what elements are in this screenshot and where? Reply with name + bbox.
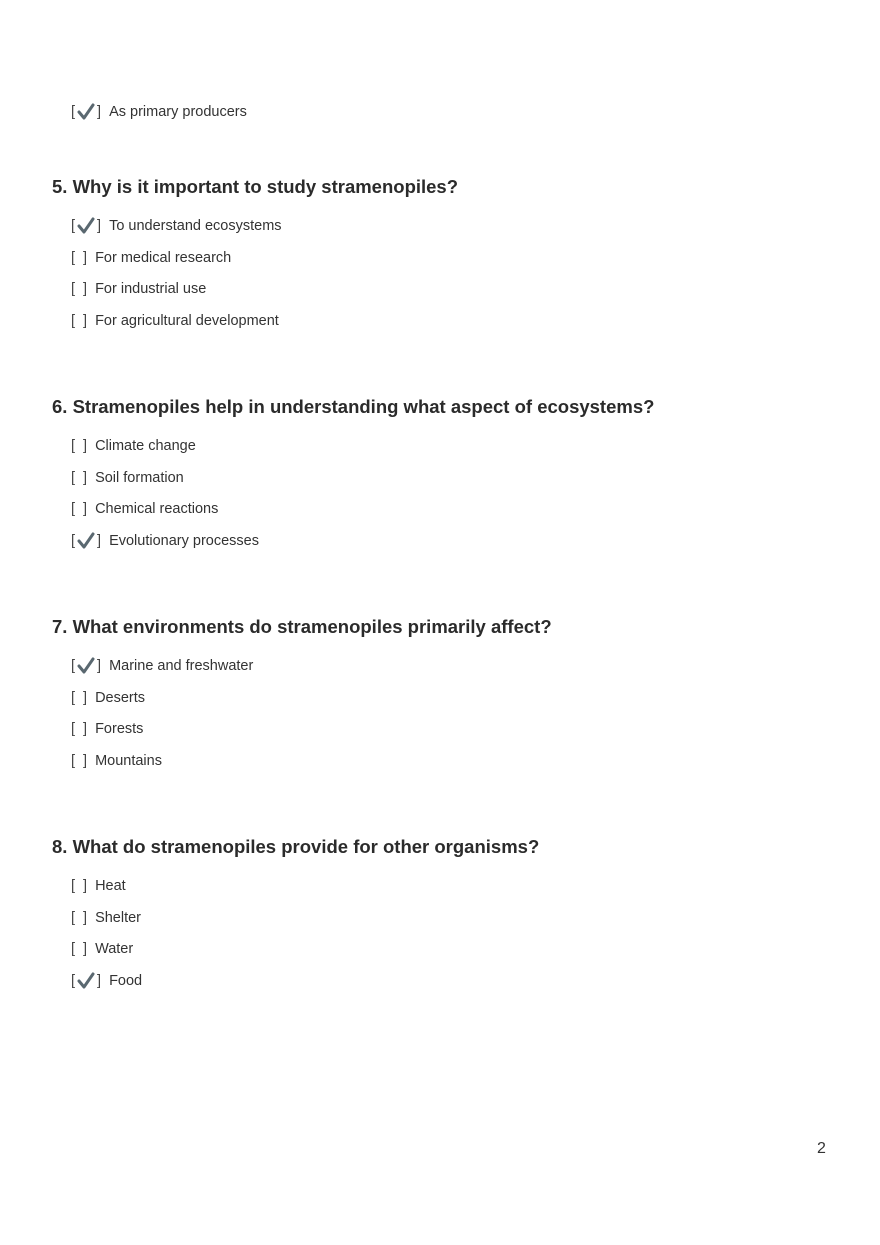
option-list [71,437,259,564]
option-label: For industrial use [95,281,207,298]
check-mark-icon [76,657,96,675]
option-label: Food [109,973,143,990]
checkbox-checked: [ ] [71,104,102,120]
question-title: 5. Why is it important to study stramenopiles? [52,176,459,197]
option-label: Marine and freshwater [109,658,254,674]
checkbox-checked: [ ] [71,658,102,674]
option-item [71,752,253,784]
option-item [71,469,259,501]
checkbox-empty: [ ] [71,689,88,706]
checkbox-checked: [ ] [71,533,102,550]
question-7 [52,616,842,770]
option-label: Shelter [95,909,142,926]
option-label: For agricultural development [95,313,279,330]
option-item [71,500,259,532]
question-6 [52,396,842,550]
check-mark-icon [76,217,96,235]
checkbox-empty: [ ] [71,909,88,926]
check-mark-icon [76,972,96,990]
page-number: 2 [817,1140,826,1157]
checkbox-empty: [ ] [71,249,88,266]
option-item [71,249,282,281]
question-5 [52,176,842,330]
option-item [71,657,253,689]
option-label: To understand ecosystems [109,218,282,234]
checkbox-checked: [ ] [71,218,102,234]
option-item [71,877,142,909]
option-label: Soil formation [95,469,184,486]
option-label: Forests [95,721,144,738]
option-label: Heat [95,878,126,894]
question-title: 7. What environments do stramenopiles primarily affect? [52,616,552,637]
checkbox-checked: [ ] [71,973,102,990]
check-mark-icon [76,103,96,121]
carryover-option [71,103,247,135]
option-list [71,657,253,784]
checkbox-empty: [ ] [71,501,88,518]
option-item [71,532,259,564]
option-label: Water [95,941,134,958]
option-item [71,909,142,941]
checkbox-empty: [ ] [71,721,88,738]
option-label: As primary producers [109,104,247,120]
option-item [71,689,253,721]
option-label: Deserts [95,689,146,706]
checkbox-empty: [ ] [71,281,88,298]
option-item [71,437,259,469]
option-item [71,720,253,752]
option-item [71,312,282,344]
checkbox-empty: [ ] [71,469,88,486]
question-title: 8. What do stramenopiles provide for other organisms? [52,836,540,857]
option-list [71,217,282,344]
question-title: 6. Stramenopiles help in understanding what aspect of ecosystems? [52,396,655,417]
option-item [71,280,282,312]
option-label: For medical research [95,249,232,266]
option-item [71,217,282,249]
question-8 [52,836,842,990]
checkbox-empty: [ ] [71,753,88,770]
check-mark-icon [76,532,96,550]
option-item [71,940,142,972]
checkbox-empty: [ ] [71,438,88,454]
checkbox-empty: [ ] [71,941,88,958]
option-item [71,972,142,1004]
checkbox-empty: [ ] [71,313,88,330]
option-label: Chemical reactions [95,501,219,518]
option-label: Evolutionary processes [109,533,259,550]
checkbox-empty: [ ] [71,878,88,894]
option-label: Climate change [95,438,196,454]
option-label: Mountains [95,753,162,770]
option-list [71,877,142,1004]
